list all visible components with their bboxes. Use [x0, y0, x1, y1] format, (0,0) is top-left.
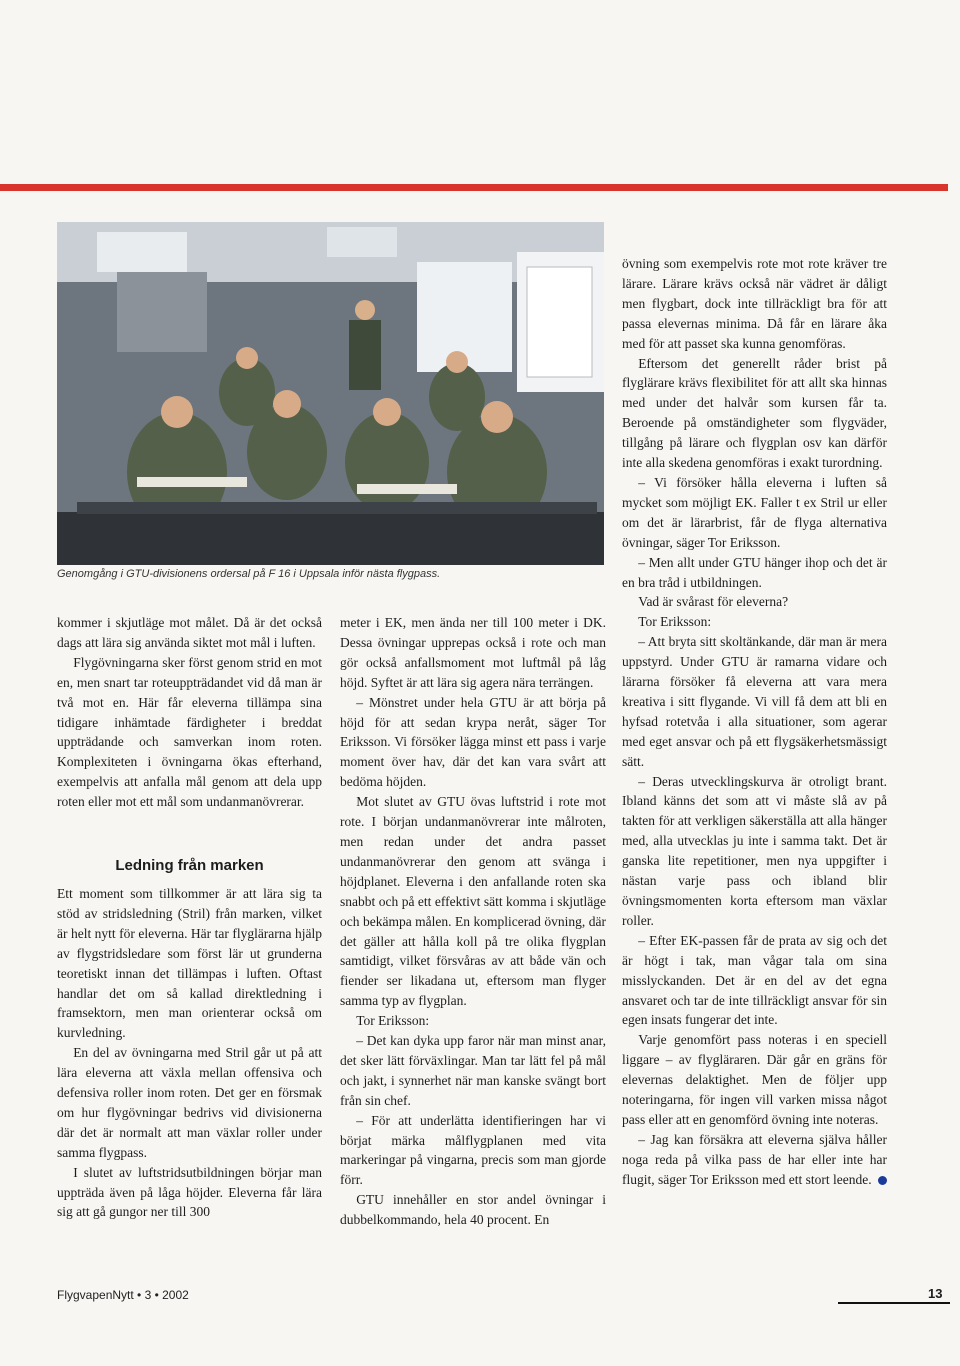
- paragraph: Mot slutet av GTU övas luftstrid i rote mot rote. I början undanmanövrerar inte målroten, men redan under det andra passet undanmanövrerar den genom att svänga i höjdplanet. Eleverna i den anfallande roten ska snabbt och på ett effektivt sätt komma i skjutläge och bekämpa målen. En komplicerad övning, där det gäller att hålla koll på tre olika flygplan samtidigt, vilket försvåras av att både vän och fiender ser likadana ut, eftersom man flyger samma typ av flygplan.: [340, 794, 606, 1009]
- publication-footer: FlygvapenNytt • 3 • 2002: [57, 1288, 189, 1302]
- paragraph: – Efter EK-passen får de prata av sig och det är högt i tak, man vågar tala om sina misslyckanden. Det är en del av det egna ansvaret och tar de inte tillräckligt ansvar för sin egen insats fungerar det inte.: [622, 932, 887, 1028]
- header-red-rule: [0, 184, 948, 191]
- article-column-3: [622, 254, 887, 1190]
- paragraph: – Men allt under GTU hänger ihop och det är en bra tråd i utbildningen.: [622, 554, 887, 590]
- paragraph: Tor Eriksson:: [356, 1013, 430, 1029]
- paragraph-text: – Jag kan försäkra att eleverna själva håller noga reda på vilka pass de har eller inte har flugit, säger Tor Eriksson med ett stort leende.: [622, 1131, 887, 1187]
- paragraph: kommer i skjutläge mot målet. Då är det också dags att lära sig använda siktet mot mål i luften.: [57, 615, 322, 650]
- end-mark-icon: [878, 1176, 887, 1185]
- page-number: 13: [928, 1286, 943, 1301]
- paragraph: GTU innehåller en stor andel övningar i dubbelkommando, hela 40 procent. En: [340, 1192, 606, 1228]
- paragraph: – Att bryta sitt skoltänkande, där man är mera uppstyrd. Under GTU är ramarna vidare och lärarna försöker få eleverna att vara mera kreativa i sitt flygande. Vi vill få dem att bli en hyfsad rotetvåa i alla situationer, som agerar med eget ansvar och på ett flygsäkerhetsmässigt sätt.: [622, 634, 887, 769]
- footer-rule: [838, 1302, 950, 1304]
- last-paragraph: [622, 1130, 887, 1190]
- paragraph: I slutet av luftstridsutbildningen börjar man uppträda även på låga höjder. Eleverna får lära sig att gå gungor ner till 300: [57, 1164, 322, 1220]
- article-column-2: [340, 613, 606, 1230]
- photo-caption: Genomgång i GTU-divisionens ordersal på F 16 i Uppsala inför nästa flygpass.: [57, 568, 441, 580]
- paragraph: meter i EK, men ända ner till 100 meter i DK. Dessa övningar upprepas också i rote och man gör också anfallsmoment mot luftmål på låg höjd. Syftet är att lära sig agera nära terrängen.: [340, 615, 606, 690]
- paragraph: Tor Eriksson:: [638, 614, 712, 630]
- article-column-1: [57, 613, 322, 1222]
- paragraph: Ett moment som tillkommer är att lära sig ta stöd av stridsledning (Stril) från marken, vilket är helt nytt för eleverna. Här tar flyglärarna hjälp av flygstridsledare som först lär ut grunderna teoretiskt innan det tillämpas i luften. Oftast handlar det om så kallad direktledning i framsektorn, men man orienterar också om kurvledning.: [57, 885, 322, 1041]
- paragraph: – Deras utvecklingskurva är otroligt brant. Ibland känns det som att vi måste slå av på takten för att verkligen säkerställa att alla hänger med, alla utvecklas ju inte i samma takt. Det är ganska lite repetitioner, men nya uppgifter i nästan varje pass och ibland blir övningsmomenten korta eftersom man växlar roller.: [622, 773, 887, 928]
- paragraph: Varje genomfört pass noteras i en speciell liggare – av flygläraren. Där går en gräns för elevernas delaktighet. Men de följer upp noteringarna, för ingen vill varken missa något pass eller att en genomförd övning inte noteras.: [622, 1032, 887, 1127]
- paragraph: Flygövningarna sker först genom strid en mot en, men snart tar roteuppträdandet vid då man är två mot en. Här får eleverna tillämpa sina tidigare inhämtade färdigheter i breddat uppträdande och samverkan inom roten. Komplexiteten i övningarna ökas efterhand, exempelvis att anfalla mål genom att dela upp roten eller mot ett mål som undanmanövrerar.: [57, 654, 322, 810]
- paragraph: En del av övningarna med Stril går ut på att lära eleverna att växla mellan offensiva och defensiva roller inom roten. Det ger en försmak om hur flygövningar bedrivs vid divisionerna där det är normalt att man växlar roller under samma flygpass.: [57, 1045, 322, 1160]
- section-subheading: Ledning från marken: [115, 857, 264, 875]
- paragraph: – Mönstret under hela GTU är att börja på höjd för att sedan krypa neråt, säger Tor Eriksson. Vi försöker lägga minst ett pass i varje moment över hav, där det kan vara svårt att bedöma höjden.: [340, 694, 606, 790]
- classroom-photo: [57, 222, 604, 565]
- paragraph: – För att underlätta identifieringen har vi börjat märka målflygplanen med vita markeringar på vingarna, precis som man gjorde förr.: [340, 1112, 606, 1188]
- paragraph: Vad är svårast för eleverna?: [638, 594, 789, 610]
- paragraph: – Det kan dyka upp faror när man minst anar, det sker lätt förväxlingar. Man tar lätt fel på mål och jakt, i synnerhet när man kanske svängt bort från sin chef.: [340, 1033, 606, 1108]
- paragraph: Eftersom det generellt råder brist på flyglärare krävs flexibilitet för att allt ska hinnas med under det halvår som kursen får ta. Beroende på omständigheter som flygväder, tillgång på lärare och flygplan osv kan därför inte alla skedena genomföras i exakt turordning.: [622, 355, 887, 471]
- paragraph: – Vi försöker hålla eleverna i luften så mycket som möjligt EK. Faller t ex Stril ur eller om det är lärarbrist, får de flyga alternativa övningar, säger Tor Eriksson.: [622, 474, 887, 550]
- paragraph: övning som exempelvis rote mot rote kräver tre lärare. Lärare krävs också när vädret är dåligt men flygbart, dock inte tillräckligt bra för att passa elevernas minima. Då får en lärare åka med för att passet ska kunna genomföras.: [622, 256, 887, 351]
